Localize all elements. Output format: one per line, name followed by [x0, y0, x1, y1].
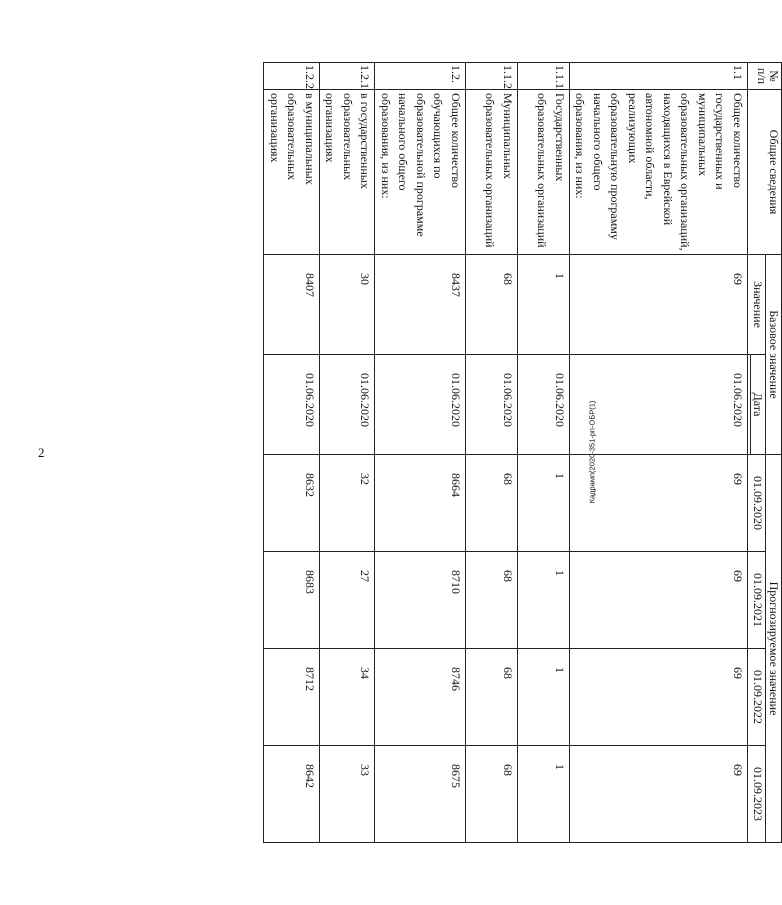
row-base-value: 1	[518, 255, 570, 355]
row-forecast-2021: 8710	[375, 552, 466, 649]
row-forecast-2021: 27	[320, 552, 376, 649]
table-row	[375, 63, 466, 843]
row-forecast-2020: 8632	[264, 455, 320, 552]
row-base-value: 8407	[264, 255, 320, 355]
row-base-value: 8437	[375, 255, 466, 355]
row-base-date: 01.06.2020	[264, 355, 320, 455]
row-base-date: 01.06.2020	[570, 355, 748, 455]
row-base-date: 01.06.2020	[320, 355, 376, 455]
row-forecast-2021: 8683	[264, 552, 320, 649]
row-forecast-2020: 68	[466, 455, 518, 552]
row-forecast-2022: 8712	[264, 649, 320, 746]
data-table-rotated	[268, 62, 782, 842]
document-code: Кадрамп(2020-351-рп-ОБР(1)	[587, 400, 597, 504]
row-forecast-2022: 69	[570, 649, 748, 746]
table-body	[264, 63, 748, 843]
row-forecast-2020: 32	[320, 455, 376, 552]
row-forecast-2021: 1	[518, 552, 570, 649]
row-info: Муниципальных образовательных организаций	[466, 90, 518, 255]
row-forecast-2023: 8642	[264, 746, 320, 843]
row-info: в государственных образовательных организациях	[320, 90, 376, 255]
header-row-1	[766, 63, 782, 843]
row-forecast-2023: 69	[570, 746, 748, 843]
row-forecast-2023: 68	[466, 746, 518, 843]
row-forecast-2022: 34	[320, 649, 376, 746]
row-info: Государственных образовательных организаций	[518, 90, 570, 255]
table-row	[320, 63, 376, 843]
header-date-2023: 01.09.2023	[748, 746, 766, 843]
row-base-date: 01.06.2020	[466, 355, 518, 455]
table-row	[518, 63, 570, 843]
row-forecast-2023: 33	[320, 746, 376, 843]
row-number: 1.1	[570, 63, 748, 90]
row-info: Общее количество государственных и муниципальных образовательных организаций, находящихся в Еврейской автономной области, реализующих образовательную программу начального общего образования, из них:	[570, 90, 748, 255]
row-forecast-2023: 1	[518, 746, 570, 843]
row-number: 1.2.	[375, 63, 466, 90]
row-forecast-2022: 8746	[375, 649, 466, 746]
header-base-date: Дата	[751, 355, 766, 455]
row-base-date: 01.06.2020	[518, 355, 570, 455]
table-row	[466, 63, 518, 843]
header-date-2022: 01.09.2022	[748, 649, 766, 746]
row-forecast-2020: 1	[518, 455, 570, 552]
row-forecast-2021: 68	[466, 552, 518, 649]
row-forecast-2022: 68	[466, 649, 518, 746]
row-base-value: 30	[320, 255, 376, 355]
row-number: 1.2.2	[264, 63, 320, 90]
row-number: 1.2.1	[320, 63, 376, 90]
header-forecast: Прогнозируемое значение	[766, 455, 782, 843]
row-info: в муниципальных образовательных организациях	[264, 90, 320, 255]
row-forecast-2020: 8664	[375, 455, 466, 552]
header-base: Базовое значение	[766, 255, 782, 455]
row-forecast-2020: 69	[570, 455, 748, 552]
row-number: 1.1.1	[518, 63, 570, 90]
row-forecast-2021: 69	[570, 552, 748, 649]
row-base-value: 68	[466, 255, 518, 355]
header-num: № п/п	[748, 63, 782, 90]
header-base-value: Значение	[748, 255, 766, 355]
page-number: 2	[38, 445, 45, 460]
table-row	[570, 63, 748, 843]
header-info: Общие сведения	[748, 90, 782, 255]
header-date-2020: 01.09.2020	[748, 455, 766, 552]
row-base-value: 69	[570, 255, 748, 355]
row-forecast-2022: 1	[518, 649, 570, 746]
row-base-date: 01.06.2020	[375, 355, 466, 455]
data-table	[264, 62, 782, 843]
row-info: Общее количество обучающихся по образовательной программе начального общего образования, из них:	[375, 90, 466, 255]
row-number: 1.1.2	[466, 63, 518, 90]
row-forecast-2023: 8675	[375, 746, 466, 843]
header-date-2021: 01.09.2021	[748, 552, 766, 649]
table-row	[264, 63, 320, 843]
